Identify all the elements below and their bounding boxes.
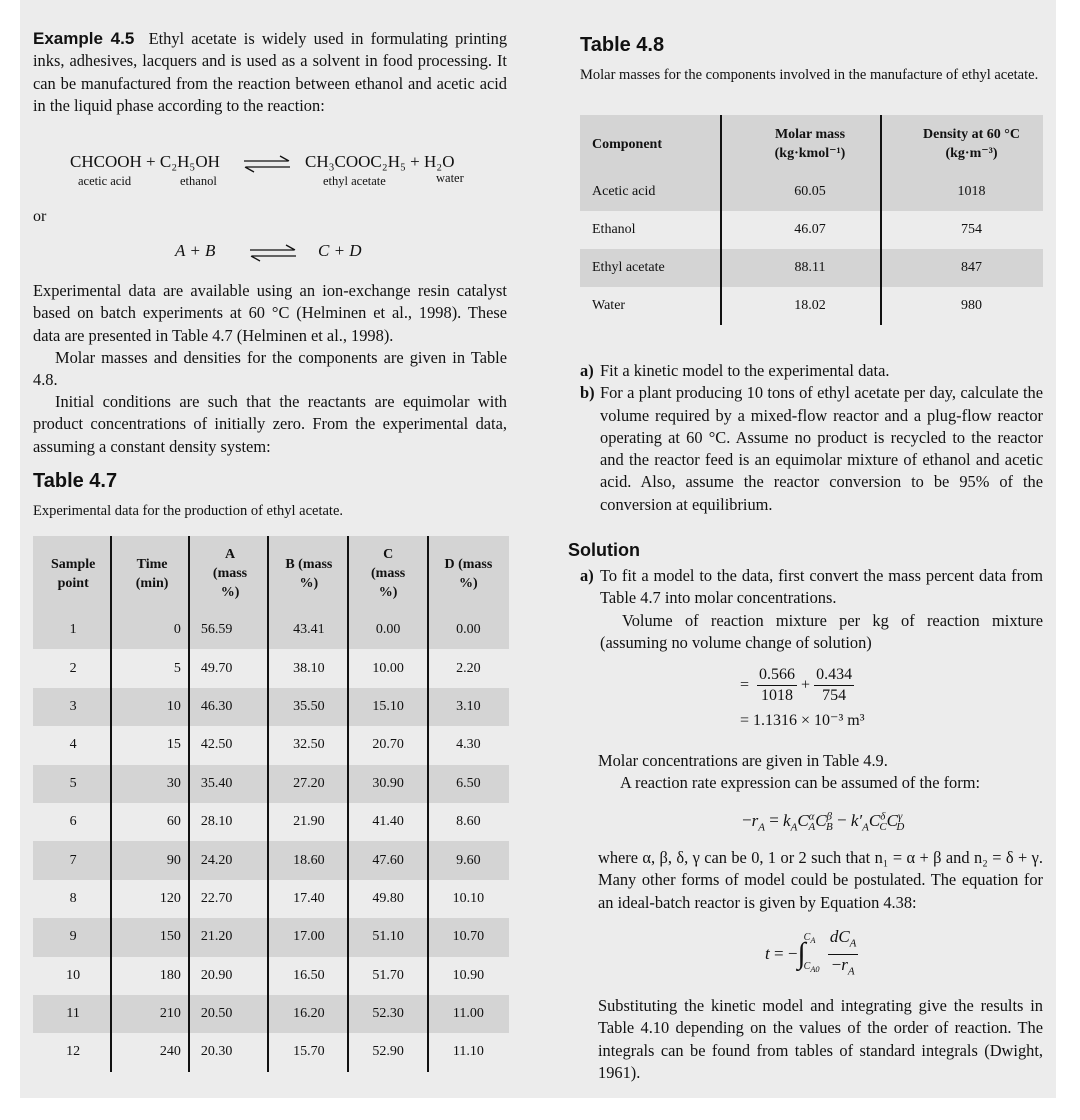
table47-row — [33, 918, 509, 956]
table47-cell-d: 11.10 — [452, 1044, 484, 1060]
question-a — [580, 360, 1043, 382]
fraction-acetic-den: 1018 — [761, 687, 794, 704]
table47-cell-time: 210 — [113, 995, 191, 1033]
table47-cell-d: 11.00 — [428, 995, 509, 1033]
reaction-lhs: CHCOOH + C₂H₅OH — [70, 152, 220, 171]
table47-cell-a: 24.20 — [191, 841, 269, 879]
label-water: water — [436, 171, 464, 185]
table48-cell-molar-mass: 88.11 — [720, 249, 900, 287]
table47-cell-sample: 5 — [33, 765, 113, 803]
table47-cell-time: 10 — [113, 688, 191, 726]
table47-cell-sample: 10 — [66, 967, 81, 983]
fraction-ethanol-num: 0.434 — [814, 665, 854, 686]
example-heading: Example 4.5 — [33, 29, 135, 48]
table47-header-c: C (mass %) — [348, 536, 427, 611]
table47-vline-2 — [188, 536, 190, 1072]
table47-cell-b: 38.10 — [293, 660, 325, 676]
solution-a-text: To fit a model to the data, first convert the mass percent data from Table 4.7 into molar concentrations. — [600, 566, 1043, 608]
table48-header-density: Density at 60 °C (kg·m⁻³) — [900, 115, 1043, 173]
table47-cell-d: 9.60 — [428, 841, 509, 879]
table48-cell-density: 1018 — [900, 173, 1043, 211]
table48-header-row — [580, 115, 1043, 173]
table47-row — [33, 688, 509, 726]
table47-cell-sample: 6 — [69, 814, 77, 830]
table47-cell-d: 10.10 — [452, 890, 485, 906]
solution-heading: Solution — [568, 540, 640, 560]
table47-row — [33, 1033, 509, 1071]
question-a-text: Fit a kinetic model to the experimental data. — [600, 361, 890, 380]
table47-cell-time: 30 — [113, 765, 191, 803]
table47-row — [33, 611, 509, 649]
table47-row — [33, 726, 509, 764]
table47-cell-sample: 7 — [33, 841, 113, 879]
table48-row — [580, 287, 1043, 325]
volume-formula: = $\frac{0.566}{1018}$ + $\frac{0.434}{754}$ — [740, 666, 853, 704]
table47-cell-b: 35.50 — [269, 688, 348, 726]
table48-cell-density: 754 — [961, 222, 982, 237]
table47-header-sample: Sample point — [33, 536, 113, 611]
or-text: or — [33, 208, 47, 225]
table47-vline-5 — [427, 536, 429, 1072]
table47-cell-d: 10.70 — [428, 918, 509, 956]
molar-conc-text: Molar concentrations are given in Table 4.9. — [598, 751, 888, 770]
table47-row — [33, 880, 509, 918]
table47-cell-a: 49.70 — [200, 660, 233, 676]
table47-cell-b: 16.20 — [269, 995, 348, 1033]
table48-cell-molar-mass: 60.05 — [720, 173, 900, 211]
table47-cell-time: 90 — [113, 841, 191, 879]
fraction-ethanol — [814, 665, 854, 706]
table47-title: Table 4.7 — [33, 470, 118, 492]
label-ethanol: ethanol — [180, 174, 217, 188]
table47-cell-b: 21.90 — [293, 814, 325, 830]
table48-row — [580, 249, 1043, 287]
table47-cell-time: 240 — [159, 1044, 181, 1060]
table47-cell-b: 15.70 — [293, 1044, 325, 1060]
table48-cell-density: 980 — [961, 298, 982, 313]
paragraph-initial-conditions: Initial conditions are such that the reactants are equimolar with product concentrations of initially zero. From the experimental data, assuming a constant density system: — [33, 392, 507, 456]
table47-cell-sample: 12 — [66, 1044, 81, 1060]
table48-cell-component: Ethanol — [592, 222, 636, 237]
question-list — [580, 360, 1043, 516]
table47-cell-sample: 4 — [69, 737, 77, 753]
table47-cell-c: 51.70 — [372, 967, 404, 983]
table48-row — [580, 211, 1043, 249]
table48-caption: Molar masses for the components involved in the manufacture of ethyl acetate. — [580, 67, 1039, 83]
label-acetic-acid: acetic acid — [78, 174, 132, 188]
symbolic-lhs: A + B — [175, 241, 216, 260]
table48-cell-component: Water — [592, 298, 626, 313]
table47-cell-sample: 3 — [33, 688, 113, 726]
table47-cell-sample: 2 — [69, 660, 77, 676]
table47-cell-time: 5 — [173, 660, 181, 676]
table47-cell-a: 20.30 — [200, 1044, 233, 1060]
table47-cell-a: 20.50 — [191, 995, 269, 1033]
table47-cell-time: 15 — [166, 737, 181, 753]
table47-cell-c: 0.00 — [348, 611, 427, 649]
table48-header-component: Component — [580, 115, 720, 173]
table47-row — [33, 765, 509, 803]
rate-form-text: A reaction rate expression can be assumed of the form: — [620, 773, 981, 792]
table47 — [33, 536, 509, 1072]
volume-result: = 1.1316 × 10⁻³ m³ — [740, 712, 865, 729]
solution-a — [580, 565, 1043, 654]
table47-row — [33, 995, 509, 1033]
label-ethyl-acetate: ethyl acetate — [323, 174, 386, 188]
table47-cell-a: 42.50 — [200, 737, 233, 753]
table47-cell-b: 27.20 — [269, 765, 348, 803]
table47-cell-b: 17.40 — [293, 890, 325, 906]
table47-cell-b: 17.00 — [269, 918, 348, 956]
table48-row — [580, 173, 1043, 211]
table47-vline-1 — [110, 536, 112, 1072]
table47-cell-c: 41.40 — [372, 814, 404, 830]
table47-cell-a: 46.30 — [191, 688, 269, 726]
table47-cell-sample: 1 — [33, 611, 113, 649]
table47-cell-c: 52.30 — [348, 995, 427, 1033]
table47-cell-a: 56.59 — [191, 611, 269, 649]
solution-a-item — [580, 565, 1043, 610]
table47-cell-a: 28.10 — [200, 814, 233, 830]
table47-cell-b: 43.41 — [269, 611, 348, 649]
rate-expression: $-r_A = k_AC^\alpha_AC^\beta_B - k'_AC^\delta_CC^\gamma_D$ — [742, 810, 905, 834]
table48-vline-1 — [720, 115, 722, 325]
table47-cell-time: 180 — [159, 967, 181, 983]
batch-equation: $t = -\int C_A$ $C_{A0}$ $\frac{dC_A}{-r_A}$ — [765, 927, 857, 977]
question-a-label: a) — [580, 361, 594, 380]
table47-cell-time: 60 — [166, 814, 181, 830]
solution-a-label: a) — [580, 566, 594, 585]
table47-cell-c: 30.90 — [348, 765, 427, 803]
paragraph-experimental: Experimental data are available using an ion-exchange resin catalyst based on batch experiments at 60 °C (Helminen et al., 1998). These data are presented in Table 4.7 (Helminen et al., 1998). — [33, 281, 507, 345]
table47-cell-b: 16.50 — [293, 967, 325, 983]
table48-cell-molar-mass: 46.07 — [794, 222, 826, 237]
reaction-rhs: CH₃COOC₂H₅ + H₂O — [305, 152, 455, 171]
table47-cell-d: 10.90 — [452, 967, 485, 983]
table47-vline-4 — [347, 536, 349, 1072]
table47-row — [33, 841, 509, 879]
table48-vline-2 — [880, 115, 882, 325]
table47-cell-d: 0.00 — [428, 611, 509, 649]
fraction-ethanol-den: 754 — [822, 687, 847, 704]
table47-cell-a: 22.70 — [200, 890, 233, 906]
table47-row — [33, 803, 509, 841]
table48-header-molar-mass: Molar mass (kg·kmol⁻¹) — [720, 115, 900, 173]
table47-cell-c: 10.00 — [372, 660, 404, 676]
table47-cell-c: 15.10 — [348, 688, 427, 726]
table48 — [580, 115, 1043, 325]
table47-header-time: Time (min) — [113, 536, 191, 611]
table47-cell-d: 4.30 — [456, 737, 481, 753]
table47-header-a: A (mass %) — [191, 536, 269, 611]
table48-cell-density: 847 — [900, 249, 1043, 287]
paragraph-molar-masses: Molar masses and densities for the components are given in Table 4.8. — [33, 348, 507, 390]
table47-cell-time: 0 — [113, 611, 191, 649]
table47-cell-a: 20.90 — [200, 967, 233, 983]
table47-cell-c: 49.80 — [372, 890, 404, 906]
symbolic-rhs: C + D — [318, 241, 362, 260]
table47-cell-c: 47.60 — [348, 841, 427, 879]
substitution-text: Substituting the kinetic model and integrating give the results in Table 4.10 depending on the values of the order of reaction. The integrals can be found from tables of standard integrals (Dwight, 1961). — [598, 996, 1043, 1082]
fraction-acetic-num: 0.566 — [757, 665, 797, 686]
table47-cell-b: 32.50 — [293, 737, 325, 753]
question-b-label: b) — [580, 383, 595, 403]
table47-vline-3 — [267, 536, 269, 1072]
page — [20, 0, 1056, 1098]
table47-cell-d: 2.20 — [456, 660, 481, 676]
equilibrium-arrow-icon — [242, 155, 292, 173]
table47-cell-time: 150 — [113, 918, 191, 956]
example-intro-text: Ethyl acetate is widely used in formulating printing inks, adhesives, lacquers and is used as a solvent in food processing. It can be manufactured from the reaction between ethanol and acetic acid in the liquid phase according to the reaction: — [33, 29, 508, 115]
table47-caption: Experimental data for the production of ethyl acetate. — [33, 503, 344, 519]
table47-cell-d: 3.10 — [428, 688, 509, 726]
table48-cell-component: Acetic acid — [580, 173, 720, 211]
equilibrium-arrow-icon-2 — [248, 244, 298, 262]
question-b-text: For a plant producing 10 tons of ethyl acetate per day, calculate the volume required by a mixed-flow reactor and a plug-flow reactor operating at 60 °C. Assume no product is recycled to the reactor and the reactor feed is an equimolar mixture of ethanol and acetic acid. Also, assume the reactor conversion to be 95% of the conversion at equilibrium. — [600, 383, 1043, 514]
table47-header-row — [33, 536, 509, 611]
table47-cell-sample: 9 — [33, 918, 113, 956]
where-text: where α, β, δ, γ can be 0, 1 or 2 such that n₁ = α + β and n₂ = δ + γ. Many other forms of model could be postulated. The equation for an ideal-batch reactor is given by Equation 4.38: — [598, 848, 1043, 912]
table48-cell-component: Ethyl acetate — [580, 249, 720, 287]
table47-cell-c: 51.10 — [348, 918, 427, 956]
table47-cell-time: 120 — [159, 890, 181, 906]
table47-row — [33, 957, 509, 995]
fraction-acetic — [757, 665, 797, 706]
table47-header-b: B (mass %) — [269, 536, 348, 611]
table47-cell-d: 6.50 — [428, 765, 509, 803]
table47-row — [33, 649, 509, 687]
table47-cell-c: 20.70 — [372, 737, 404, 753]
table47-cell-a: 21.20 — [191, 918, 269, 956]
table47-cell-d: 8.60 — [456, 814, 481, 830]
solution-volume-text: Volume of reaction mixture per kg of reaction mixture (assuming no volume change of solution) — [600, 610, 1043, 652]
table47-header-d: D (mass %) — [428, 536, 509, 611]
example-intro — [33, 28, 507, 117]
table47-cell-c: 52.90 — [372, 1044, 404, 1060]
question-b — [580, 382, 1043, 516]
table48-cell-molar-mass: 18.02 — [794, 298, 826, 313]
table47-cell-sample: 8 — [69, 890, 77, 906]
table47-cell-a: 35.40 — [191, 765, 269, 803]
table47-cell-b: 18.60 — [269, 841, 348, 879]
table48-title: Table 4.8 — [580, 34, 665, 56]
table47-cell-sample: 11 — [33, 995, 113, 1033]
